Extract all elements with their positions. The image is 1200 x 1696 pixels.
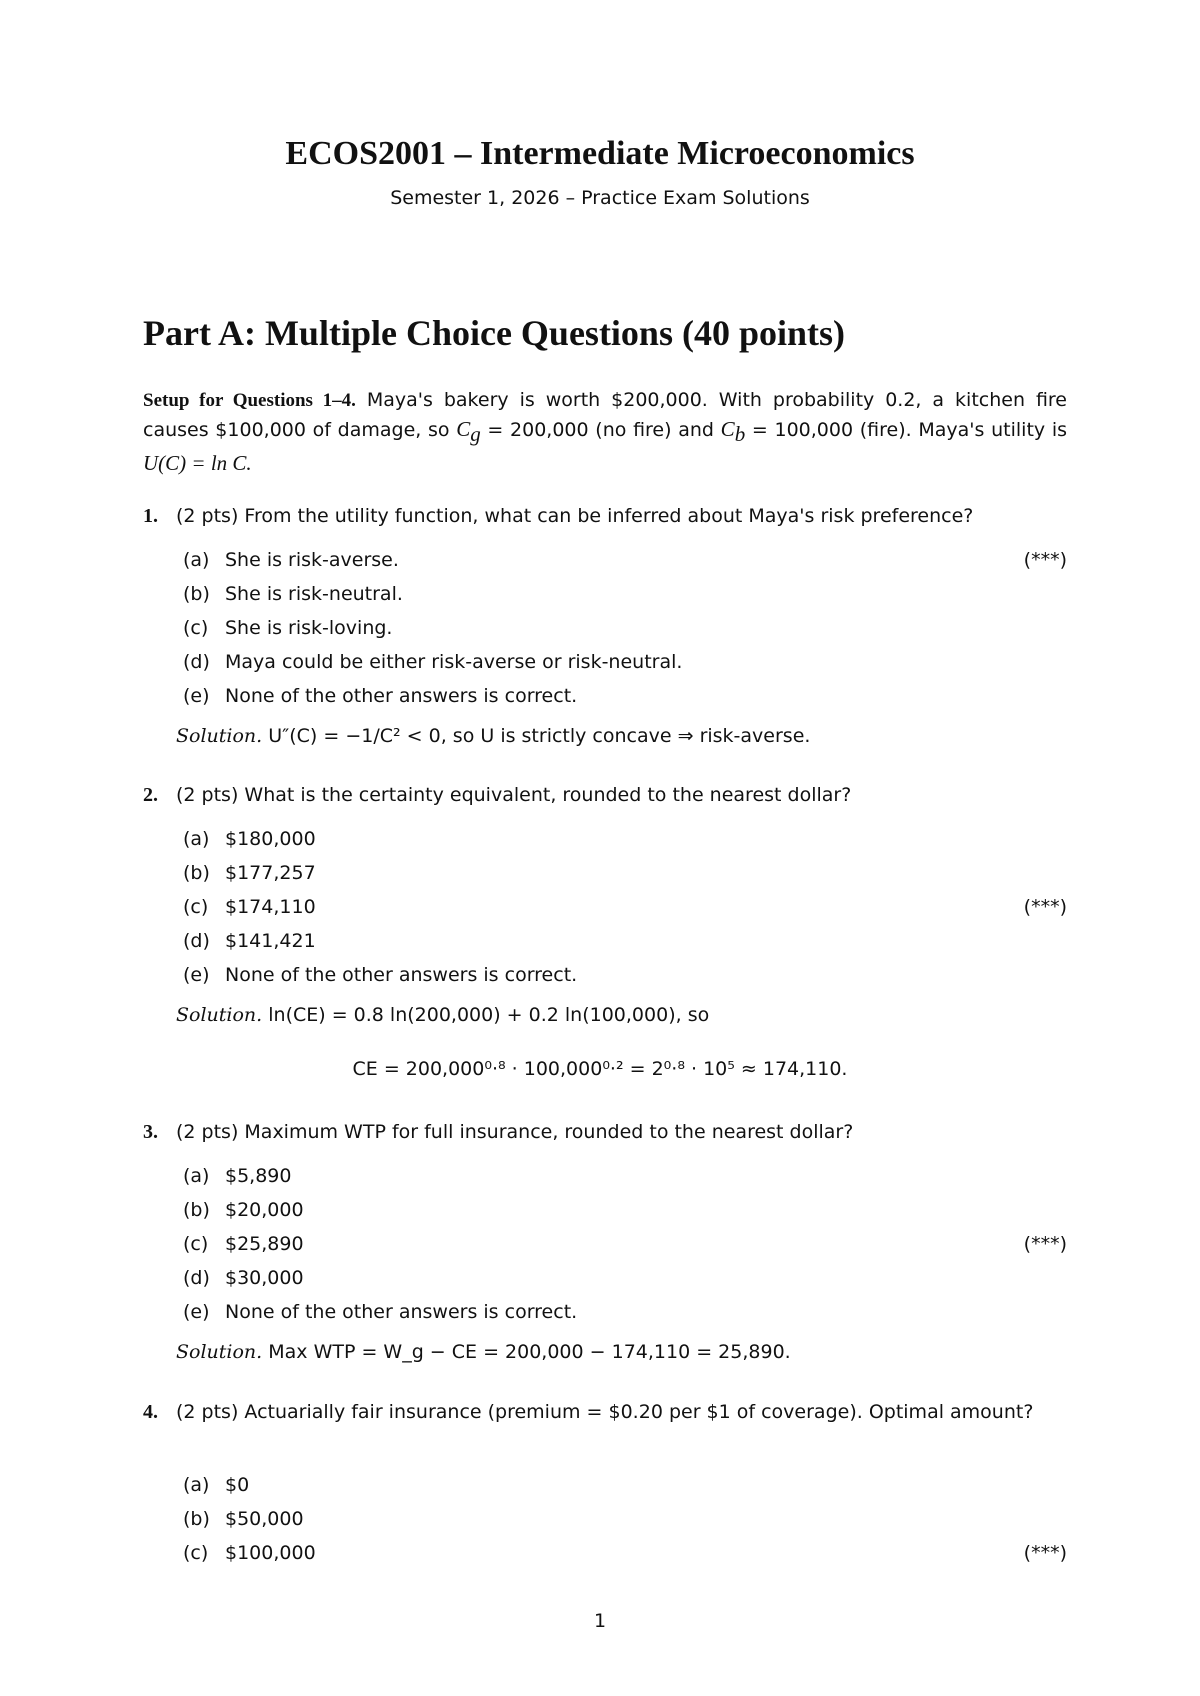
document-subtitle: Semester 1, 2026 – Practice Exam Solutions xyxy=(390,187,810,209)
part-heading: Part A: Multiple Choice Questions (40 points) xyxy=(143,313,845,353)
utility-function: U(C) = ln C. xyxy=(143,450,252,475)
setup-lead: Setup for Questions 1–4. xyxy=(143,390,356,411)
option-a: (a) $0 xyxy=(183,1474,250,1496)
question-number: 4. xyxy=(143,1401,158,1423)
option-c: (c) She is risk-loving. xyxy=(183,617,393,639)
correct-answer-mark: (***) xyxy=(1023,549,1067,571)
option-a: (a) She is risk-averse. (***) xyxy=(183,543,1067,577)
option-d: (d) $141,421 xyxy=(183,930,316,952)
option-b: (b) $50,000 xyxy=(183,1508,304,1530)
page-number: 1 xyxy=(593,1610,607,1632)
question-3-options xyxy=(183,1159,1067,1329)
option-d: (d) Maya could be either risk-averse or risk-neutral. xyxy=(183,651,683,673)
option-e: (e) None of the other answers is correct. xyxy=(183,964,578,986)
setup-text-2: Maya's utility is xyxy=(918,419,1068,441)
option-c: (c) $25,890 (***) xyxy=(183,1227,1067,1261)
solution-text: Max WTP = W_g − CE = 200,000 − 174,110 = 25,890. xyxy=(268,1341,791,1363)
question-4-options xyxy=(183,1468,1067,1570)
question-1-options xyxy=(183,543,1067,713)
question-number: 3. xyxy=(143,1121,158,1143)
question-4 xyxy=(143,1398,1067,1427)
document-title: ECOS2001 – Intermediate Microeconomics xyxy=(285,135,915,172)
option-b: (b) $177,257 xyxy=(183,862,316,884)
option-d: (d) $30,000 xyxy=(183,1267,304,1289)
display-equation: CE = 200,000⁰·⁸ · 100,000⁰·² = 2⁰·⁸ · 10⁵ ≈ 174,110. xyxy=(352,1058,848,1080)
correct-answer-mark: (***) xyxy=(1023,1233,1067,1255)
question-2 xyxy=(143,781,1067,810)
option-e: (e) None of the other answers is correct. xyxy=(183,685,578,707)
question-2-solution xyxy=(176,1001,1067,1030)
question-text: (2 pts) What is the certainty equivalent, rounded to the nearest dollar? xyxy=(176,784,852,806)
question-3 xyxy=(143,1118,1067,1147)
question-text: (2 pts) Maximum WTP for full insurance, rounded to the nearest dollar? xyxy=(176,1121,854,1143)
option-e: (e) None of the other answers is correct. xyxy=(183,1301,578,1323)
option-b: (b) $20,000 xyxy=(183,1199,304,1221)
solution-label: Solution. xyxy=(176,725,263,747)
question-1-solution xyxy=(176,722,1067,751)
solution-label: Solution. xyxy=(176,1341,263,1363)
question-number: 2. xyxy=(143,784,158,806)
setup-text-1: Maya's bakery is worth $200,000. With probability 0.2, a kitchen fire causes $100,000 of damage, so xyxy=(143,389,1067,441)
question-1 xyxy=(143,502,1067,531)
question-2-options xyxy=(183,822,1067,992)
question-number: 1. xyxy=(143,505,158,527)
correct-answer-mark: (***) xyxy=(1023,1542,1067,1564)
question-text: (2 pts) From the utility function, what can be inferred about Maya's risk preference? xyxy=(176,505,974,527)
setup-paragraph: Setup for Questions 1–4. Maya's bakery is worth $200,000. With probability 0.2, a kitchen fire causes $100,000 of damage, so $C_g = 200,000$ (no fire) and $C_b = 100,000$ (fire). Maya's utility is U(C) = ln C. xyxy=(143,389,1068,475)
solution-label: Solution. xyxy=(176,1004,263,1026)
solution-text: ln(CE) = 0.8 ln(200,000) + 0.2 ln(100,000), so xyxy=(268,1004,710,1026)
option-b: (b) She is risk-neutral. xyxy=(183,583,403,605)
option-c: (c) $100,000 (***) xyxy=(183,1536,1067,1570)
question-3-solution xyxy=(176,1338,1067,1367)
solution-text: U″(C) = −1/C² < 0, so U is strictly concave ⇒ risk-averse. xyxy=(268,725,811,747)
option-a: (a) $5,890 xyxy=(183,1165,292,1187)
question-text: (2 pts) Actuarially fair insurance (premium = $0.20 per $1 of coverage). Optimal amount? xyxy=(176,1401,1034,1423)
option-a: (a) $180,000 xyxy=(183,828,316,850)
option-c: (c) $174,110 (***) xyxy=(183,890,1067,924)
correct-answer-mark: (***) xyxy=(1023,896,1067,918)
